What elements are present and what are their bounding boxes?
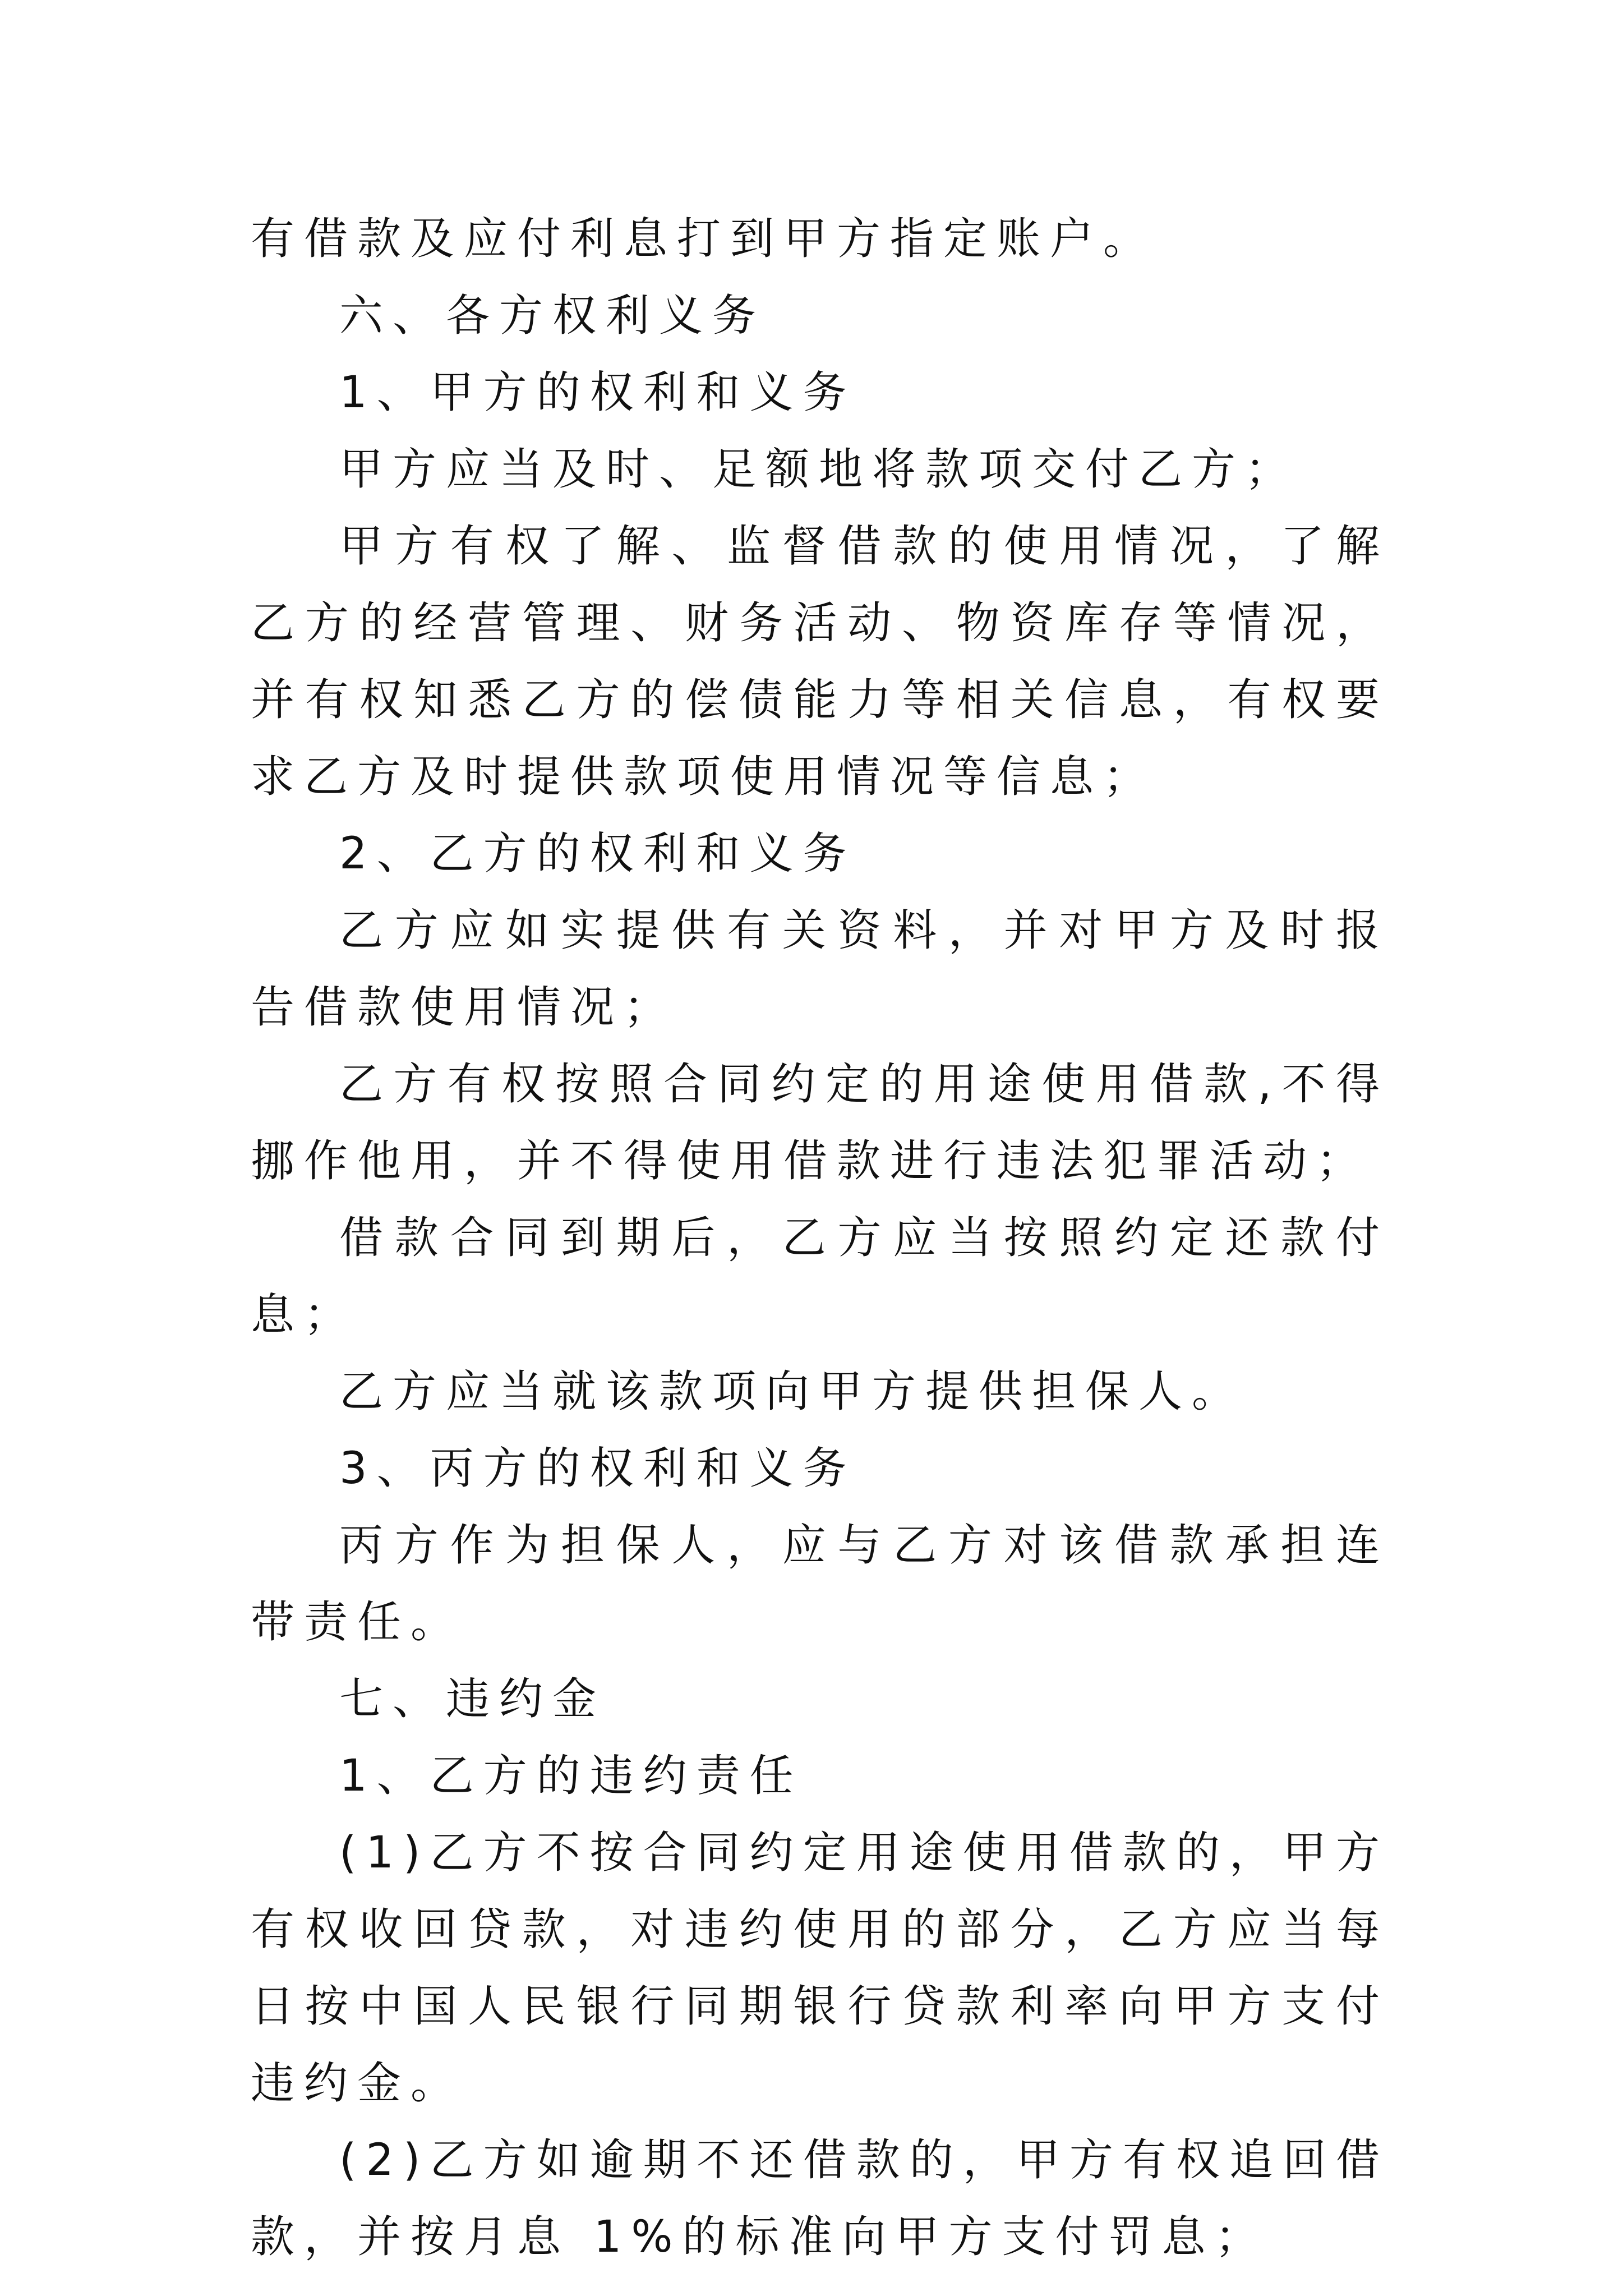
section-heading-rights-obligations: 六、各方权利义务: [339, 291, 766, 341]
paragraph-party-b-repayment: 借款合同到期后，乙方应当按照约定还款付息；: [251, 1213, 1389, 1340]
paragraph-party-a-supervision: 甲方有权了解、监督借款的使用情况，了解乙方的经营管理、财务活动、物资库存等情况，并有权知悉乙方的偿债能力等相关信息，有权要求乙方及时提供款项使用情况等信息；: [251, 521, 1389, 802]
paragraph-party-b-usage: 乙方有权按照合同约定的用途使用借款,不得挪作他用，并不得使用借款进行违法犯罪活动；: [251, 1059, 1389, 1186]
subheading-party-c-rights: 3、丙方的权利和义务: [339, 1443, 856, 1494]
subheading-party-a-rights: 1、甲方的权利和义务: [339, 367, 856, 418]
paragraph-party-b-guarantor: 乙方应当就该款项向甲方提供担保人。: [339, 1366, 1246, 1417]
paragraph-breach-clause-2: (2)乙方如逾期不还借款的，甲方有权追回借款，并按月息 1%的标准向甲方支付罚息；: [251, 2135, 1389, 2262]
subheading-party-b-breach: 1、乙方的违约责任: [339, 1751, 803, 1801]
paragraph-party-b-report: 乙方应如实提供有关资料，并对甲方及时报告借款使用情况；: [251, 905, 1389, 1033]
subheading-party-b-rights: 2、乙方的权利和义务: [339, 829, 856, 879]
paragraph-breach-clause-1: (1)乙方不按合同约定用途使用借款的，甲方有权收回贷款，对违约使用的部分，乙方应当每日按中国人民银行同期银行贷款利率向甲方支付违约金。: [251, 1828, 1389, 2109]
paragraph-party-c-liability: 丙方作为担保人，应与乙方对该借款承担连带责任。: [251, 1520, 1389, 1648]
paragraph-party-a-payment: 甲方应当及时、足额地将款项交付乙方；: [339, 444, 1299, 495]
document-body: [251, 201, 1389, 2276]
section-heading-penalty: 七、违约金: [339, 1674, 606, 1724]
paragraph-account-transfer: 有借款及应付利息打到甲方指定账户。: [251, 214, 1157, 264]
